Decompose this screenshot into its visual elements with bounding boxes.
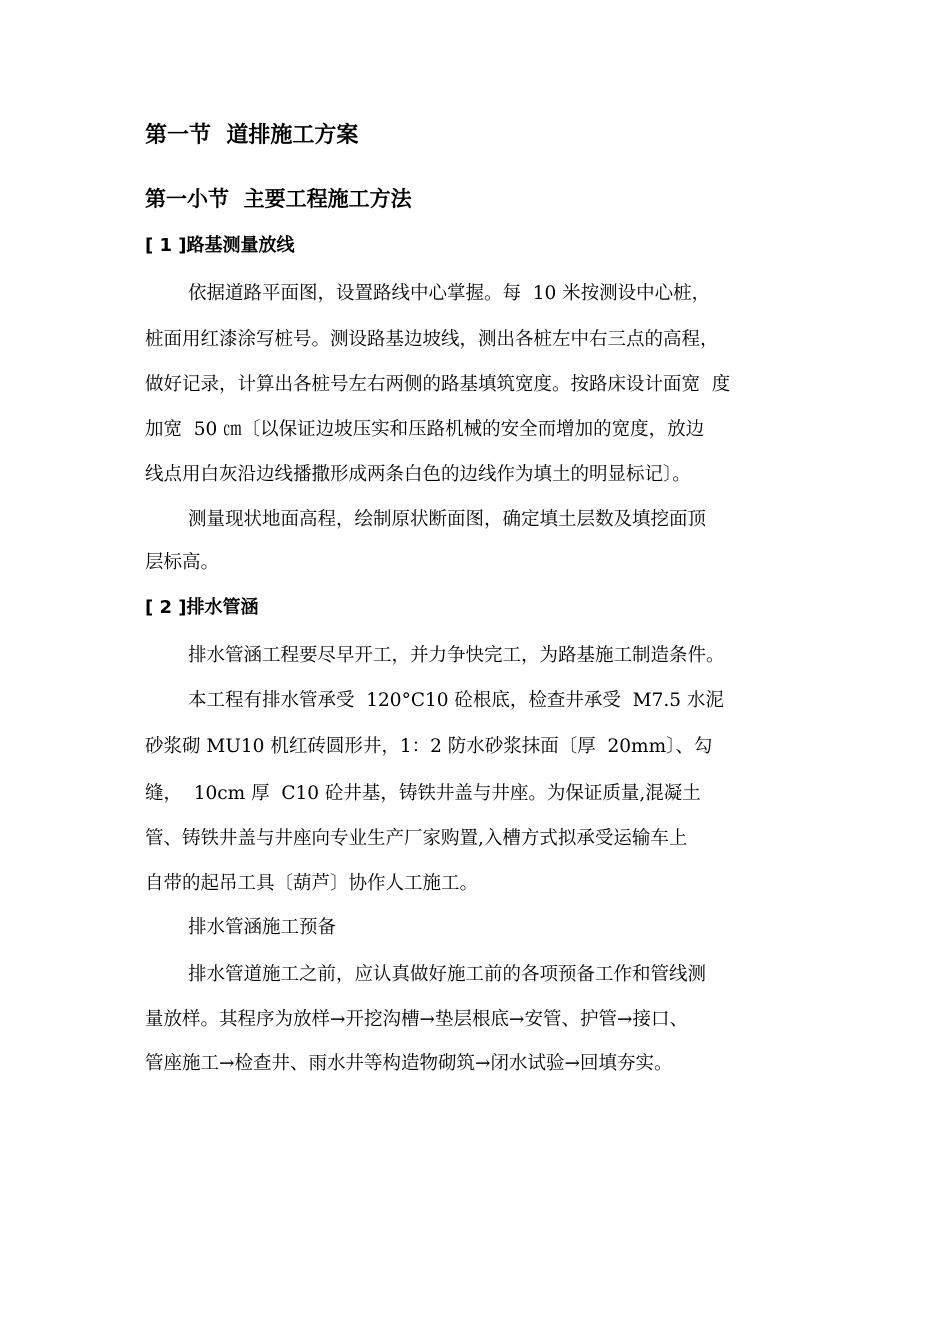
paragraph-line: 排水管涵施工预备 bbox=[188, 917, 337, 938]
paragraph-line: 桩面用红漆涂写桩号。测设路基边坡线，测出各桩左中右三点的高程， bbox=[145, 329, 719, 350]
subsection-title: 第一小节 主要工程施工方法 bbox=[145, 187, 412, 211]
paragraph-line: 做好记录，计算出各桩号左右两侧的路基填筑宽度。按路床设计面宽 度 bbox=[145, 374, 731, 395]
paragraph-line: 自带的起吊工具〔葫芦〕协作人工施工。 bbox=[145, 873, 479, 894]
paragraph-line: 砂浆砌 MU10 机红砖圆形井，1：2 防水砂浆抹面〔厚 20mm〕、勾 bbox=[145, 736, 713, 757]
paragraph-line: 本工程有排水管承受 120°C10 砼根底，检查井承受 M7.5 水泥 bbox=[188, 690, 724, 711]
paragraph-line: 线点用白灰沿边线播撒形成两条白色的边线作为填土的明显标记〕。 bbox=[145, 464, 691, 485]
paragraph-line: 层标高。 bbox=[145, 552, 220, 573]
paragraph-line: 排水管道施工之前，应认真做好施工前的各项预备工作和管线测 bbox=[188, 964, 707, 985]
paragraph-line: 排水管涵工程要尽早开工，并力争快完工，为路基施工制造条件。 bbox=[188, 645, 725, 666]
paragraph-line: 管、铸铁井盖与井座向专业生产厂家购置,入槽方式拟承受运输车上 bbox=[145, 828, 688, 849]
paragraph-line: 测量现状地面高程，绘制原状断面图，确定填土层数及填挖面顶 bbox=[188, 509, 707, 530]
item-heading-survey: [ 1 ]路基测量放线 bbox=[145, 235, 295, 256]
paragraph-line: 缝， 10cm 厚 C10 砼井基，铸铁井盖与井座。为保证质量,混凝土 bbox=[145, 783, 701, 804]
paragraph-line: 管座施工→检查井、雨水井等构造物砌筑→闭水试验→回填夯实。 bbox=[145, 1053, 673, 1074]
paragraph-line: 量放样。其程序为放样→开挖沟槽→垫层根底→安管、护管→接口、 bbox=[145, 1009, 689, 1030]
item-heading-drainage: [ 2 ]排水管涵 bbox=[145, 597, 259, 618]
paragraph-line: 加宽 50 ㎝〔以保证边坡压实和压路机械的安全而增加的宽度，放边 bbox=[145, 419, 705, 440]
section-title: 第一节 道排施工方案 bbox=[145, 123, 359, 148]
paragraph-line: 依据道路平面图，设置路线中心掌握。每 10 米按测设中心桩， bbox=[188, 283, 711, 304]
